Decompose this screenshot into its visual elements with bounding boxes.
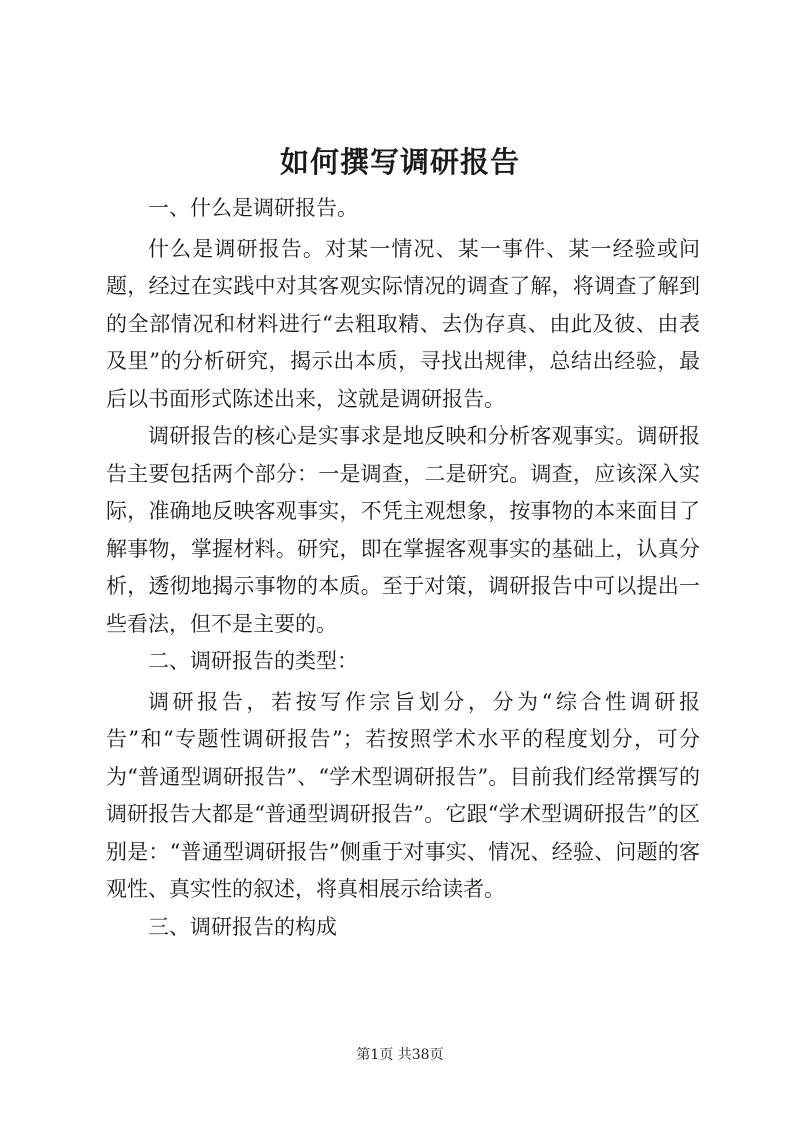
page-number-footer: 第1页 共38页 <box>356 1047 444 1063</box>
paragraph-core: 调研报告的核心是实事求是地反映和分析客观事实。调研报告主要包括两个部分：一是调查，二是研究。调查，应该深入实际，准确地反映客观事实，不凭主观想象，按事物的本来面目了解事物，掌握材料。研究，即在掌握客观事实的基础上，认真分析，透彻地揭示事物的本质。至于对策，调研报告中可以提出一些看法，但不是主要的。 <box>106 424 700 636</box>
paragraph-definition: 什么是调研报告。对某一情况、某一事件、某一经验或问题，经过在实践中对其客观实际情况的调查了解，将调查了解到的全部情况和材料进行“去粗取精、去伪存真、由此及彼、由表及里”的分析研究，揭示出本质，寻找出规律，总结出经验，最后以书面形式陈述出来，这就是调研报告。 <box>106 236 700 411</box>
section-heading-1: 一、什么是调研报告。 <box>148 196 358 220</box>
document-body <box>106 190 700 949</box>
document-title: 如何撰写调研报告 <box>279 145 520 179</box>
paragraph-types: 调研报告，若按写作宗旨划分，分为“综合性调研报告”和“专题性调研报告”；若按照学术水平的程度划分，可分为“普通型调研报告”、“学术型调研报告”。目前我们经常撰写的调研报告大都是“普通型调研报告”。它跟“学术型调研报告”的区别是：“普通型调研报告”侧重于对事实、情况、经验、问题的客观性、真实性的叙述，将真相展示给读者。 <box>106 689 700 901</box>
section-heading-3: 三、调研报告的构成 <box>148 914 337 939</box>
section-heading-2: 二、调研报告的类型： <box>148 649 358 673</box>
